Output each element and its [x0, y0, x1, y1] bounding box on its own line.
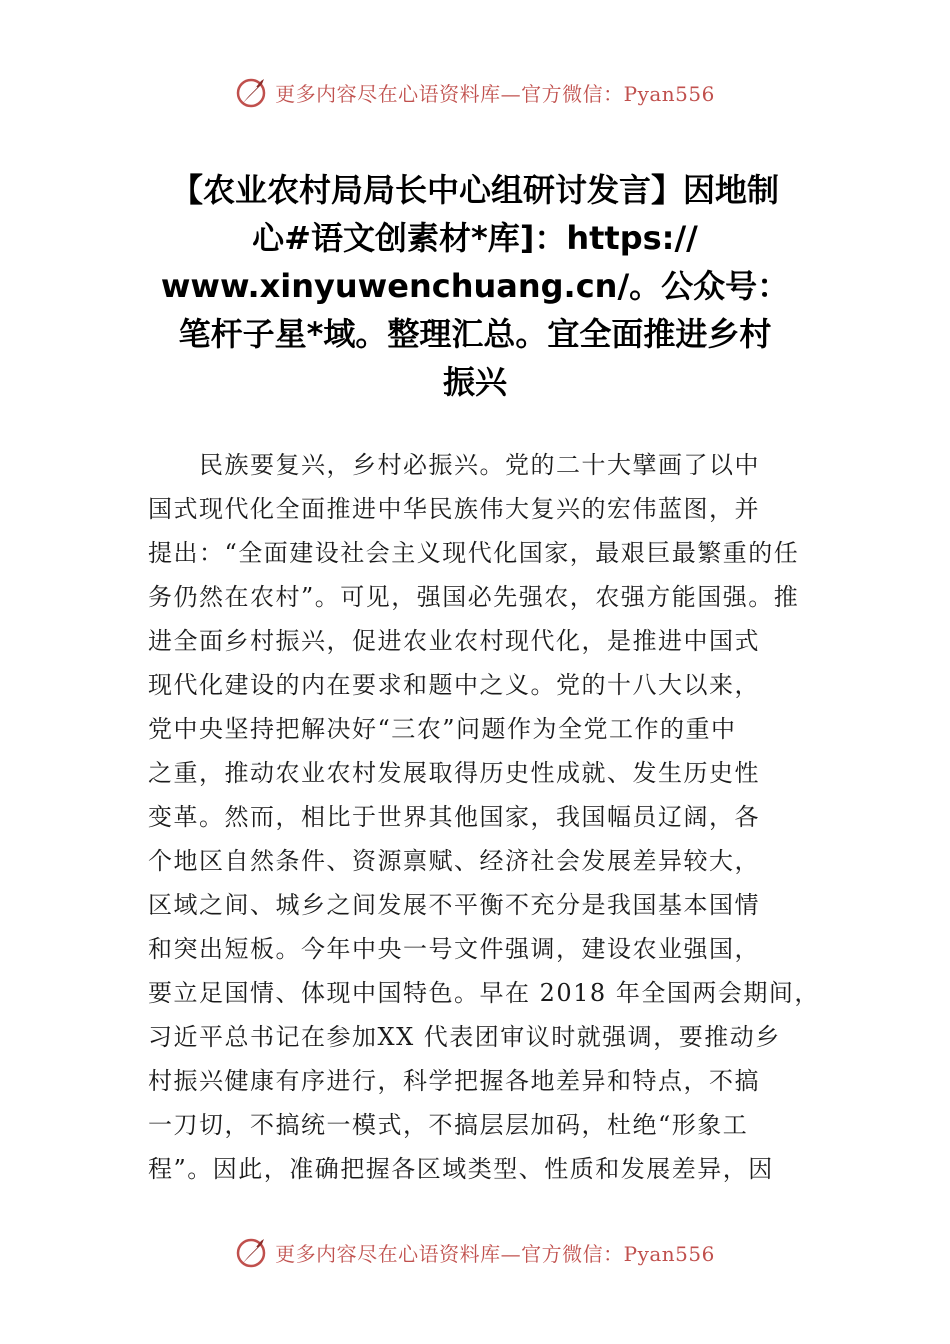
body-line: 村振兴健康有序进行，科学把握各地差异和特点，不搞	[148, 1067, 760, 1095]
title-line: 心#语文创素材*库]：https://	[252, 219, 698, 257]
body-line: 务仍然在农村”。可见，强国必先强农，农强方能国强。推	[148, 583, 800, 611]
quill-logo-icon	[235, 1235, 269, 1269]
document-title	[130, 166, 820, 406]
body-paragraph	[148, 443, 828, 1191]
body-line: 民族要复兴，乡村必振兴。党的二十大擘画了以中	[148, 451, 760, 479]
body-line: 和突出短板。今年中央一号文件强调，建设农业强国，	[148, 935, 760, 963]
body-line: 国式现代化全面推进中华民族伟大复兴的宏伟蓝图，并	[148, 495, 760, 523]
title-line: 振兴	[442, 363, 507, 401]
body-line: 现代化建设的内在要求和题中之义。党的十八大以来，	[148, 671, 760, 699]
body-line: 习近平总书记在参加XX 代表团审议时就强调，要推动乡	[148, 1023, 781, 1051]
body-line: 之重，推动农业农村发展取得历史性成就、发生历史性	[148, 759, 760, 787]
banner-text: 更多内容尽在心语资料库—官方微信：Pyan556	[275, 1241, 715, 1266]
body-line: 进全面乡村振兴，促进农业农村现代化，是推进中国式	[148, 627, 760, 655]
footer-banner	[0, 1232, 950, 1272]
title-line: 【农业农村局局长中心组研讨发言】因地制	[170, 171, 779, 209]
body-line: 区域之间、城乡之间发展不平衡不充分是我国基本国情	[148, 891, 760, 919]
title-line: 笔杆子星*域。整理汇总。宜全面推进乡村	[178, 315, 772, 353]
body-line: 提出：“全面建设社会主义现代化国家，最艰巨最繁重的任	[148, 539, 800, 567]
title-line: www.xinyuwenchuang.cn/。公众号：	[160, 267, 790, 305]
quill-logo-icon	[235, 75, 269, 109]
header-banner	[0, 72, 950, 112]
body-line: 要立足国情、体现中国特色。早在 2018 年全国两会期间，	[148, 979, 820, 1007]
body-line: 一刀切，不搞统一模式，不搞层层加码，杜绝“形象工	[148, 1111, 749, 1139]
body-line: 个地区自然条件、资源禀赋、经济社会发展差异较大，	[148, 847, 760, 875]
banner-text: 更多内容尽在心语资料库—官方微信：Pyan556	[275, 81, 715, 106]
body-line: 党中央坚持把解决好“三农”问题作为全党工作的重中	[148, 715, 737, 743]
body-line: 程”。因此，准确把握各区域类型、性质和发展差异，因	[148, 1155, 774, 1183]
body-line: 变革。然而，相比于世界其他国家，我国幅员辽阔，各	[148, 803, 760, 831]
